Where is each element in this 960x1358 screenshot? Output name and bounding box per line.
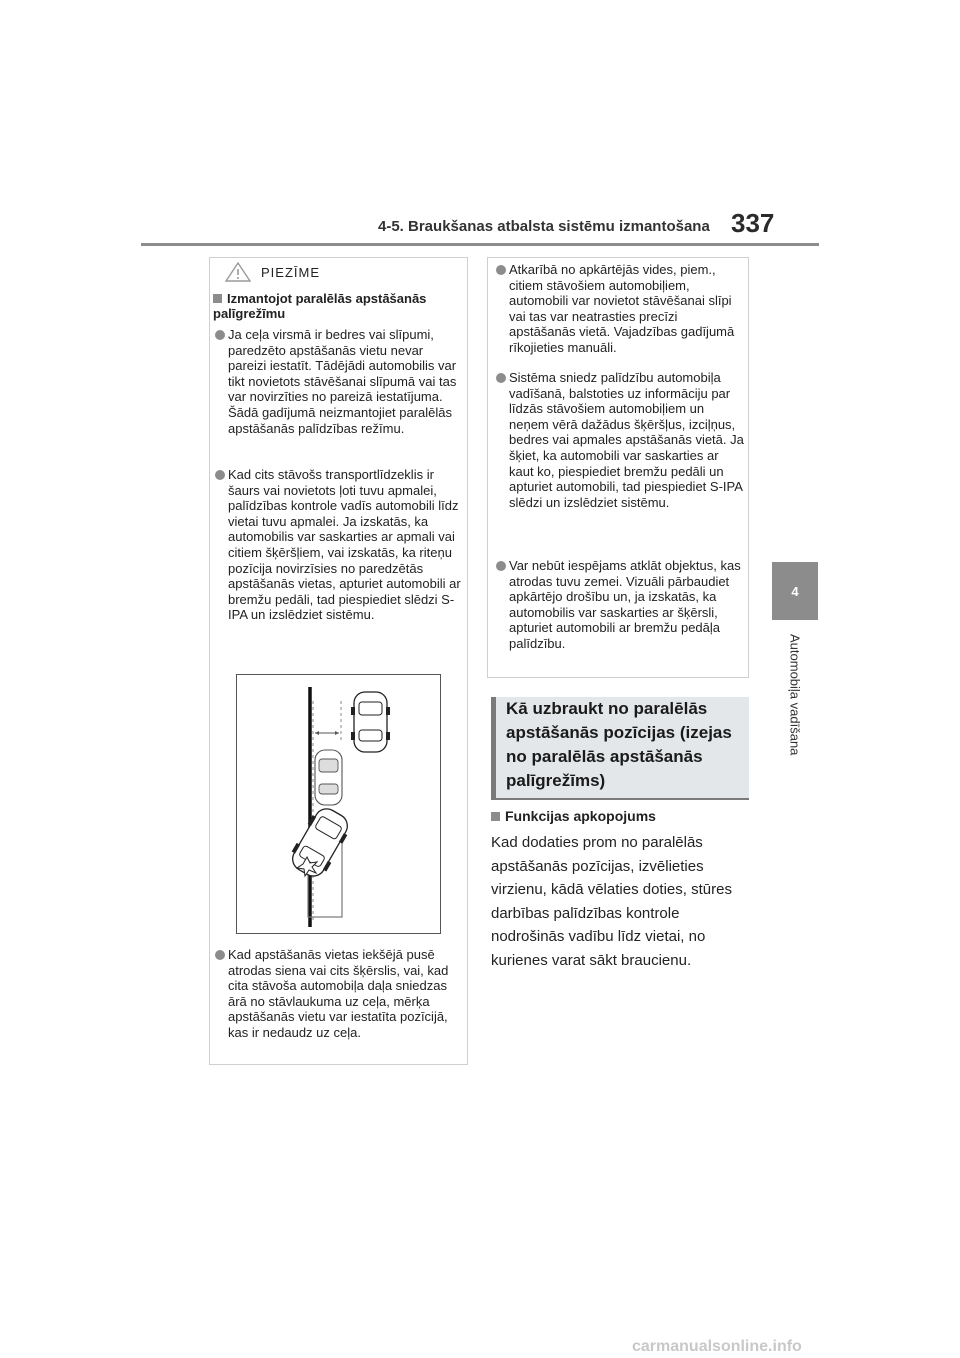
bullet-text: Kad apstāšanās vietas iekšējā pusē atrodas siena vai cits šķērslis, vai, kad cita stāvoša automobiļa daļa sniedzas ārā no stāvlaukuma uz ceļa, mērķa apstāšanās vietu var iestatīta pozīcijā, kas ir nedaudz uz ceļa.: [228, 947, 449, 1040]
square-bullet-icon: [213, 294, 222, 303]
section-heading-rule: [491, 798, 749, 800]
parking-diagram: [236, 674, 441, 934]
bullet-text: Var nebūt iespējams atklāt objektus, kas atrodas tuvu zemei. Vizuāli pārbaudiet apkārtējo drošību un, ja izskatās, ka automobilis var saskarties ar šķērsli, apturiet automobili ar bremžu pedāļa palīdzību.: [509, 558, 741, 651]
notice-bullet: [509, 558, 745, 652]
notice-bullet: [228, 947, 463, 1041]
bullet-text: Sistēma sniedz palīdzību automobiļa vadīšanā, balstoties uz informāciju par līdzās stāvošiem automobiļiem un neņem vērā dažādus šķēršļus, izciļņus, bedres vai apmales apstāšanās vietā. Ja šķiet, ka automobili var saskarties ar kaut ko, piespiediet bremžu pedāli un apturiet automobili, tad piespiediet S-IPA slēdzi un izslēdziet sistēmu.: [509, 370, 744, 510]
notice-subheading: Izmantojot paralēlās apstāšanās palīgrežīmu: [213, 291, 427, 321]
header-rule: [141, 243, 819, 246]
notice-bullet: [228, 467, 463, 623]
section-body: Kad dodaties prom no paralēlās apstāšanās pozīcijas, izvēlieties virzienu, kādā vēlaties doties, stūres darbības palīdzības kontrole nodrošinās vadību līdz vietai, no kurienes varat sākt braucienu.: [491, 834, 732, 969]
section-title: 4-5. Braukšanas atbalsta sistēmu izmantošana: [378, 218, 710, 235]
parking-illustration: [237, 675, 440, 933]
notice-title: PIEZĪME: [261, 264, 321, 280]
bullet-dot-icon: [496, 373, 506, 383]
chapter-tab: [772, 562, 818, 620]
notice-bullet: [509, 370, 745, 510]
warning-triangle-icon: [225, 262, 251, 282]
bullet-dot-icon: [496, 265, 506, 275]
section-heading: Kā uzbraukt no paralēlās apstāšanās pozīcijas (izejas no paralēlās apstāšanās palīgrežīms): [506, 699, 732, 790]
bullet-text: Ja ceļa virsmā ir bedres vai slīpumi, paredzēto apstāšanās vietu nevar pareizi iestatīt. Tādējādi automobilis var tikt novietots stāvēšanai slīpumā vai tas var novirzīties no pareizā iestatījuma. Šādā gadījumā neizmantojiet paralēlās apstāšanās palīdzības režīmu.: [228, 327, 457, 436]
function-heading: Funkcijas apkopojums: [491, 808, 656, 824]
notice-bullet: [228, 327, 463, 436]
chapter-number: 4: [791, 583, 799, 599]
bullet-text: Atkarībā no apkārtējās vides, piem., citiem stāvošiem automobiļiem, automobili var novietot stāvēšanai slīpi vai tas var neatrasties precīzi apstāšanās vietā. Vajadzības gadījumā rīkojieties manuāli.: [509, 262, 735, 355]
watermark: carmanualsonline.info: [632, 1338, 802, 1355]
section-heading-band: [491, 697, 749, 799]
notice-bullet: [509, 262, 745, 356]
chapter-label: Automobiļa vadīšana: [787, 634, 803, 756]
parked-car-front: [351, 692, 390, 752]
bullet-dot-icon: [215, 470, 225, 480]
bullet-text: Kad cits stāvošs transportlīdzeklis ir šaurs vai novietots ļoti tuvu apmalei, palīdzības kontrole vadīs automobili līdz vietai tuvu apmalei. Ja izskatās, ka automobilis var saskarties ar apmali vai citiem šķēršļiem, vai izskatās, ka riteņu pozīcija novirzīsies no paredzētās apstāšanās vietas, apturiet automobili ar bremžu pedāli, tad piespiediet slēdzi S-IPA un izslēdziet sistēmu.: [228, 467, 461, 623]
square-bullet-icon: [491, 812, 500, 821]
bullet-dot-icon: [215, 330, 225, 340]
parked-car-rear: [315, 750, 342, 805]
bullet-dot-icon: [215, 950, 225, 960]
bullet-dot-icon: [496, 561, 506, 571]
notice-header: [225, 262, 455, 282]
page-number: 337: [731, 208, 775, 238]
maneuvering-car: [286, 803, 355, 882]
